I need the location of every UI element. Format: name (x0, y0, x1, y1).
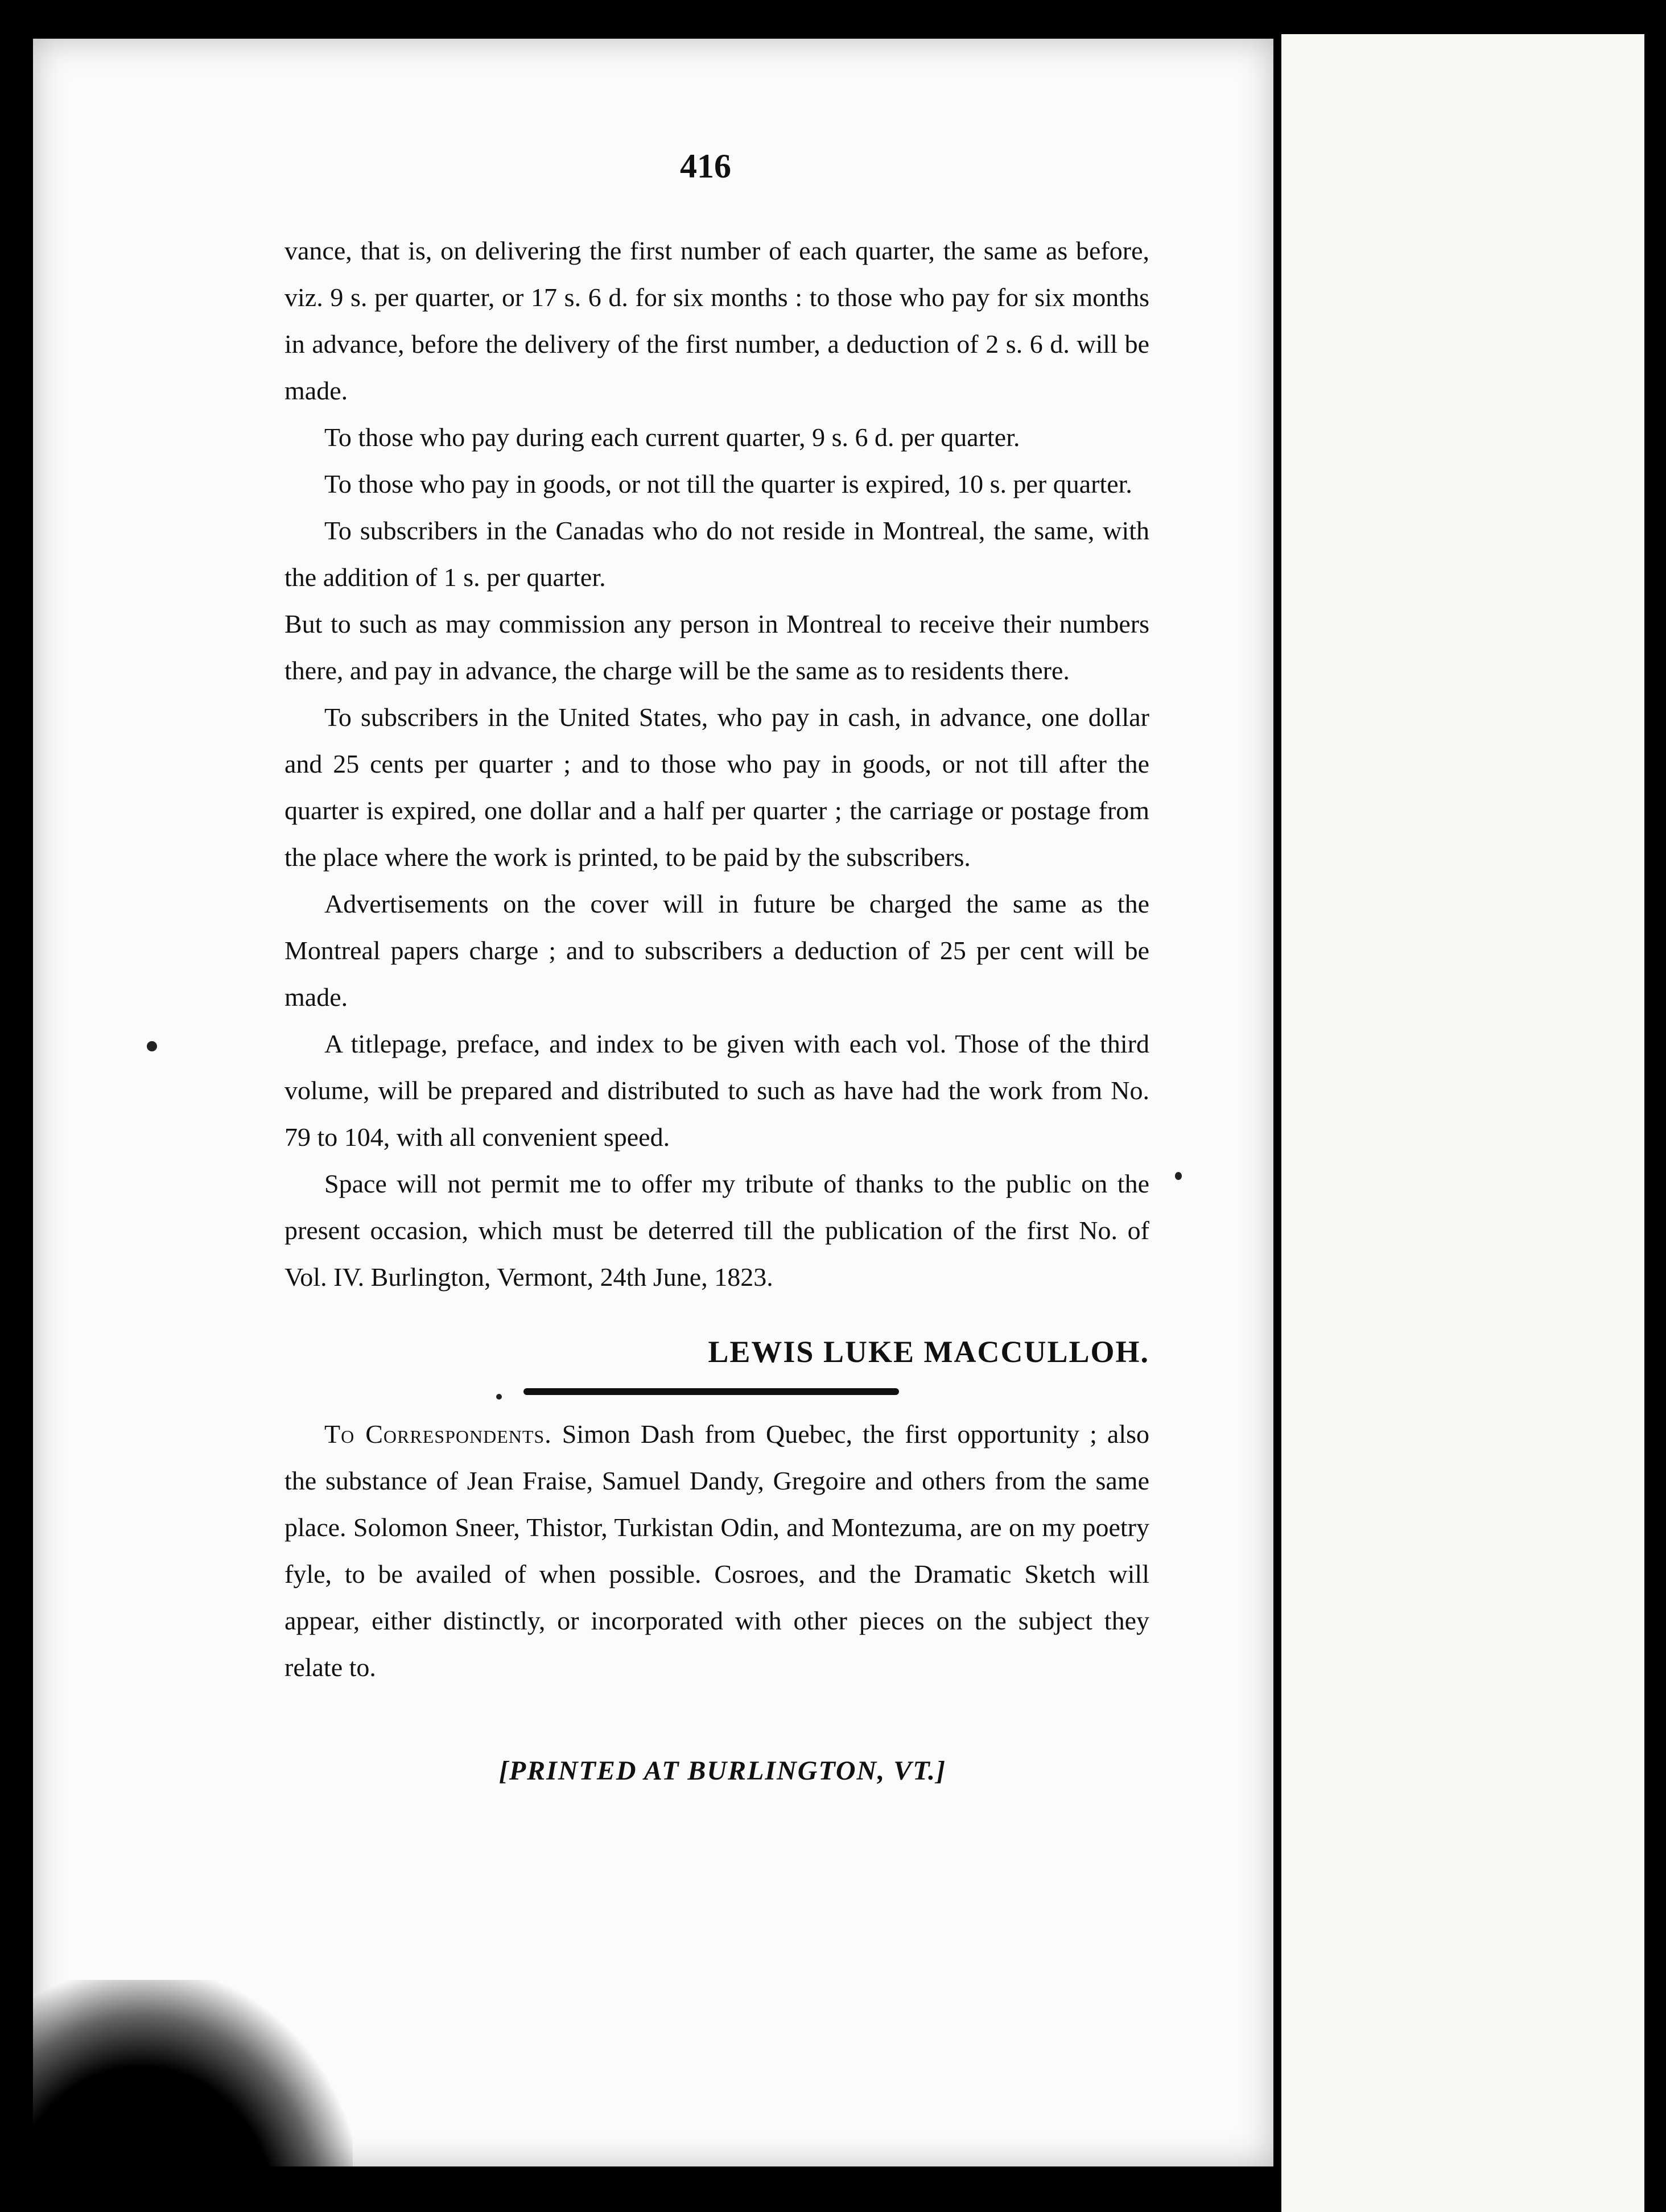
correspondents-heading: To Correspondents. (324, 1419, 552, 1448)
imprint-line: [PRINTED AT BURLINGTON, VT.] (498, 1756, 947, 1786)
paragraph: Space will not permit me to offer my tribute of thanks to the public on the present occasion, which must be deterred till the publication of the first No. of Vol. IV. Burlington, Vermont, 24th June, 1823. (284, 1169, 1149, 1291)
correspondents-paragraph (284, 1411, 1149, 1691)
correspondents-text: Simon Dash from Quebec, the first opportunity ; also the substance of Jean Fraise, Samuel Dandy, Gregoire and others from the same place. Solomon Sneer, Thistor, Turkistan Odin, and Montezuma, are on my poetry fyle, to be availed of when possible. Cosroes, and the Dramatic Sketch will appear, either distinctly, or incorporated with other pieces on the subject they relate to. (284, 1419, 1150, 1682)
correspondents-notice (284, 1411, 1149, 1691)
paragraph: To those who pay during each current quarter, 9 s. 6 d. per quarter. (324, 423, 1020, 452)
paragraph: But to such as may commission any person in Montreal to receive their numbers there, and pay in advance, the charge will be the same as to residents there. (284, 609, 1149, 685)
body-text (284, 228, 1149, 1301)
scan-speck (496, 1394, 502, 1400)
section-divider (523, 1388, 899, 1395)
paragraph: A titlepage, preface, and index to be given with each vol. Those of the third volume, will be prepared and distributed to such as have had the work from No. 79 to 104, with all convenient speed. (284, 1029, 1149, 1152)
book-gutter (1273, 23, 1281, 2185)
paragraph: To subscribers in the Canadas who do not reside in Montreal, the same, with the addition of 1 s. per quarter. (284, 516, 1149, 592)
scan-speck (1175, 1172, 1182, 1180)
scan-border (1644, 0, 1666, 2212)
right-page-edge (1281, 34, 1666, 2212)
paragraph: To subscribers in the United States, who pay in cash, in advance, one dollar and 25 cents per quarter ; and to those who pay in goods, or not till after the quarter is expired, one dollar and a half per quarter ; the carriage or postage from the place where the work is printed, to be paid by the subscribers. (284, 703, 1149, 872)
paragraph: vance, that is, on delivering the first number of each quarter, the same as before, viz. 9 s. per quarter, or 17 s. 6 d. for six months : to those who pay for six months in advance, before the delivery of the first number, a deduction of 2 s. 6 d. will be made. (284, 236, 1149, 405)
scan-shadow (0, 1980, 353, 2212)
paragraph: To those who pay in goods, or not till the quarter is expired, 10 s. per quarter. (324, 469, 1132, 498)
author-signature: LEWIS LUKE MACCULLOH. (708, 1335, 1149, 1369)
scan-speck (147, 1041, 157, 1051)
paragraph: Advertisements on the cover will in future be charged the same as the Montreal papers charge ; and to subscribers a deduction of 25 per cent will be made. (284, 889, 1149, 1012)
page-number: 416 (680, 147, 731, 185)
